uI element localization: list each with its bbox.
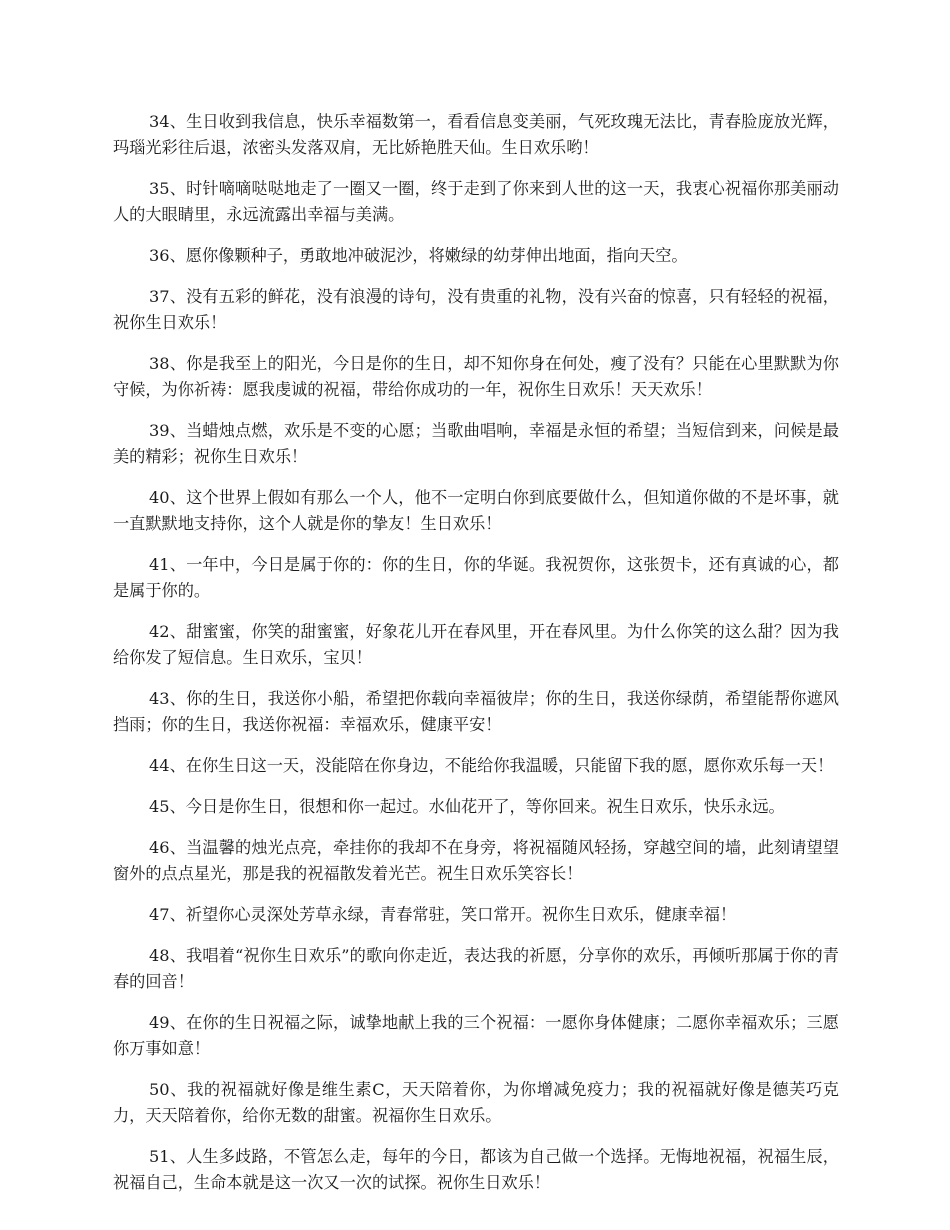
paragraph-43: 43、你的生日，我送你小船，希望把你载向幸福彼岸；你的生日，我送你绿荫，希望能帮你遮风挡雨；你的生日，我送你祝福：幸福欢乐，健康平安！ [113, 689, 839, 734]
paragraph-38: 38、你是我至上的阳光，今日是你的生日，却不知你身在何处，瘦了没有？只能在心里默默为你守候，为你祈祷：愿我虔诚的祝福，带给你成功的一年，祝你生日欢乐！天天欢乐！ [113, 354, 839, 399]
paragraph-39: 39、当蜡烛点燃，欢乐是不变的心愿；当歌曲唱响，幸福是永恒的希望；当短信到来，问候是最美的精彩；祝你生日欢乐！ [113, 421, 839, 466]
paragraph-42: 42、甜蜜蜜，你笑的甜蜜蜜，好象花儿开在春风里，开在春风里。为什么你笑的这么甜？因为我给你发了短信息。生日欢乐，宝贝！ [113, 622, 839, 667]
paragraph-36: 36、愿你像颗种子，勇敢地冲破泥沙，将嫩绿的幼芽伸出地面，指向天空。 [149, 246, 688, 265]
paragraph-44: 44、在你生日这一天，没能陪在你身边，不能给你我温暖，只能留下我的愿，愿你欢乐每一天！ [149, 756, 834, 775]
paragraph-48: 48、我唱着“祝你生日欢乐”的歌向你走近，表达我的祈愿，分享你的欢乐，再倾听那属于你的青春的回音！ [113, 946, 839, 991]
paragraph-41: 41、一年中，今日是属于你的：你的生日，你的华诞。我祝贺你，这张贺卡，还有真诚的心，都是属于你的。 [113, 555, 839, 600]
paragraph-35: 35、时针嘀嘀哒哒地走了一圈又一圈，终于走到了你来到人世的这一天，我衷心祝福你那美丽动人的大眼睛里，永远流露出幸福与美满。 [113, 179, 839, 224]
paragraph-47: 47、祈望你心灵深处芳草永绿，青春常驻，笑口常开。祝你生日欢乐，健康幸福！ [149, 905, 737, 924]
paragraph-37: 37、没有五彩的鲜花，没有浪漫的诗句，没有贵重的礼物，没有兴奋的惊喜，只有轻轻的祝福，祝你生日欢乐！ [113, 287, 839, 332]
paragraph-49: 49、在你的生日祝福之际，诚挚地献上我的三个祝福：一愿你身体健康；二愿你幸福欢乐；三愿你万事如意！ [113, 1013, 839, 1058]
paragraph-51: 51、人生多歧路，不管怎么走，每年的今日，都该为自己做一个选择。无悔地祝福，祝福生辰，祝福自己，生命本就是这一次又一次的试探。祝你生日欢乐！ [113, 1147, 839, 1192]
paragraph-45: 45、今日是你生日，很想和你一起过。水仙花开了，等你回来。祝生日欢乐，快乐永远。 [149, 797, 785, 816]
paragraph-46: 46、当温馨的烛光点亮，牵挂你的我却不在身旁，将祝福随风轻扬，穿越空间的墙，此刻请望望窗外的点点星光，那是我的祝福散发着光芒。祝生日欢乐笑容长！ [113, 838, 839, 883]
paragraph-34: 34、生日收到我信息，快乐幸福数第一，看看信息变美丽，气死玫瑰无法比，青春脸庞放光辉，玛瑙光彩往后退，浓密头发落双肩，无比娇艳胜天仙。生日欢乐哟！ [113, 112, 839, 157]
paragraph-40: 40、这个世界上假如有那么一个人，他不一定明白你到底要做什么，但知道你做的不是坏事，就一直默默地支持你，这个人就是你的挚友！生日欢乐！ [113, 488, 839, 533]
paragraph-50: 50、我的祝福就好像是维生素C，天天陪着你，为你增减免疫力；我的祝福就好像是德芙巧克力，天天陪着你，给你无数的甜蜜。祝福你生日欢乐。 [113, 1080, 839, 1125]
document-body [113, 109, 839, 1211]
